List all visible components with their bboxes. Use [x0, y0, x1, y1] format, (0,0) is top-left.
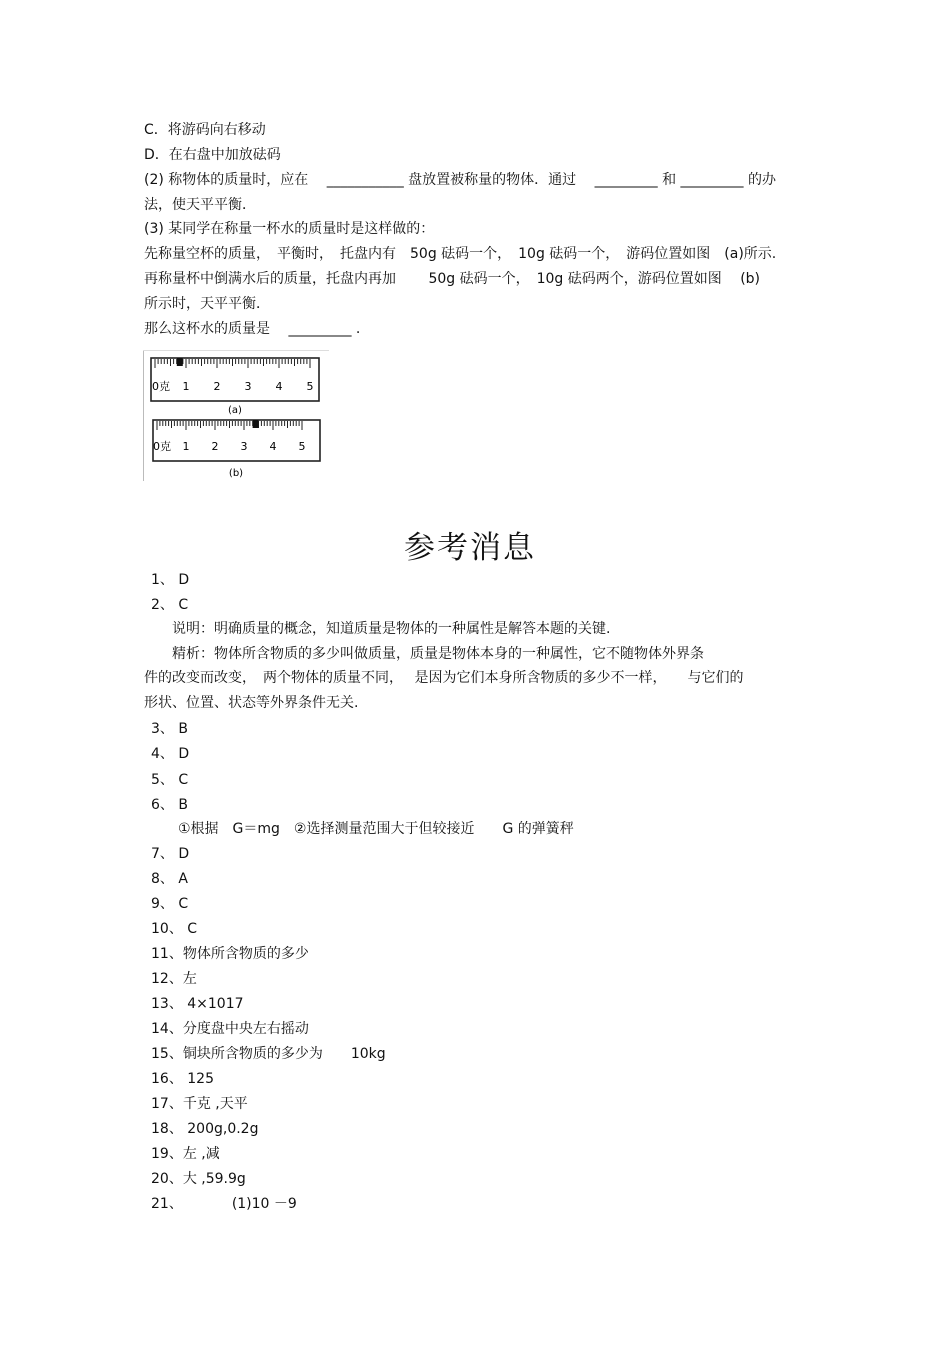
answer-5: 5、 C — [151, 772, 189, 788]
answer-2-explanation-4: 形状、位置、状态等外界条件无关. — [144, 695, 359, 711]
answer-19: 19、左 ,减 — [151, 1146, 220, 1162]
scale-a-frame — [151, 358, 319, 401]
answer-4: 4、 D — [151, 746, 190, 762]
scale-b — [153, 420, 320, 479]
answer-14: 14、分度盘中央左右摇动 — [151, 1021, 309, 1037]
option-d: D．在右盘中加放砝码 — [144, 147, 281, 163]
scale-b-frame — [153, 420, 320, 461]
answer-2-explanation-3: 件的改变而改变， 两个物体的质量不同， 是因为它们本身所含物质的多少不一样， 与它们的 — [144, 670, 744, 686]
scale-a — [151, 358, 319, 416]
option-c: C．将游码向右移动 — [144, 122, 266, 138]
scale-a-tick-label: 5 — [306, 380, 314, 393]
rider-scale-figure — [143, 350, 329, 481]
answer-2-explanation-2: 精析：物体所含物质的多少叫做质量，质量是物体本身的一种属性，它不随物体外界条 — [172, 646, 704, 662]
answer-2-explanation-1: 说明：明确质量的概念，知道质量是物体的一种属性是解答本题的关键. — [172, 621, 611, 637]
answers-title: 参考消息 — [404, 530, 536, 566]
answer-9: 9、 C — [151, 896, 189, 912]
rider-b — [253, 420, 259, 428]
scale-a-tick-label: 4 — [275, 380, 283, 393]
question-3-line-5: 那么这杯水的质量是 _________ . — [144, 321, 361, 337]
answer-21: 21、 (1)10 －9 — [151, 1196, 297, 1212]
answer-2: 2、 C — [151, 597, 189, 613]
scale-a-tick-label: 3 — [244, 380, 252, 393]
answer-11: 11、物体所含物质的多少 — [151, 946, 309, 962]
scale-b-caption: (b) — [228, 468, 244, 479]
answer-17: 17、千克 ,天平 — [151, 1096, 248, 1112]
rider-a — [177, 358, 183, 366]
scale-a-caption: (a) — [228, 405, 242, 416]
scale-b-tick-label: 4 — [269, 440, 277, 453]
scale-a-unit: 0克 — [152, 380, 170, 393]
scale-b-tick-label: 3 — [240, 440, 248, 453]
scale-b-tick-label: 1 — [182, 440, 190, 453]
answer-13: 13、 4×1017 — [151, 996, 244, 1012]
question-2-line-1: (2) 称物体的质量时，应在 ___________ 盘放置被称量的物体．通过 _________ 和 _________ 的办 — [144, 172, 776, 188]
answer-10: 10、 C — [151, 921, 198, 937]
question-3-line-2: 先称量空杯的质量， 平衡时， 托盘内有 50g 砝码一个， 10g 砝码一个， 游码位置如图 (a)所示. — [144, 246, 777, 262]
question-3-line-3: 再称量杯中倒满水后的质量，托盘内再加 50g 砝码一个， 10g 砝码两个，游码位置如图 (b) — [144, 271, 761, 287]
answer-7: 7、 D — [151, 846, 190, 862]
answer-18: 18、 200g,0.2g — [151, 1121, 259, 1137]
answer-3: 3、 B — [151, 721, 188, 737]
answer-1: 1、 D — [151, 572, 190, 588]
rider-scale-svg — [143, 350, 329, 481]
answer-8: 8、 A — [151, 871, 188, 887]
answer-6-explanation: ①根据 G＝mg ②选择测量范围大于但较接近 G 的弹簧秤 — [178, 821, 574, 837]
scale-a-tick-label: 2 — [213, 380, 221, 393]
question-3-line-1: (3) 某同学在称量一杯水的质量时是这样做的： — [144, 221, 435, 237]
answer-12: 12、左 — [151, 971, 197, 987]
question-3-line-4: 所示时，天平平衡． — [144, 296, 270, 312]
scale-b-tick-label: 2 — [211, 440, 219, 453]
scale-a-tick-label: 1 — [182, 380, 190, 393]
scale-b-unit: 0克 — [153, 440, 171, 453]
scale-b-tick-label: 5 — [298, 440, 306, 453]
answer-6: 6、 B — [151, 797, 188, 813]
answer-16: 16、 125 — [151, 1071, 214, 1087]
question-2-line-2: 法，使天平平衡． — [144, 197, 256, 213]
answer-20: 20、大 ,59.9g — [151, 1171, 246, 1187]
answer-15: 15、铜块所含物质的多少为 10kg — [151, 1046, 386, 1062]
